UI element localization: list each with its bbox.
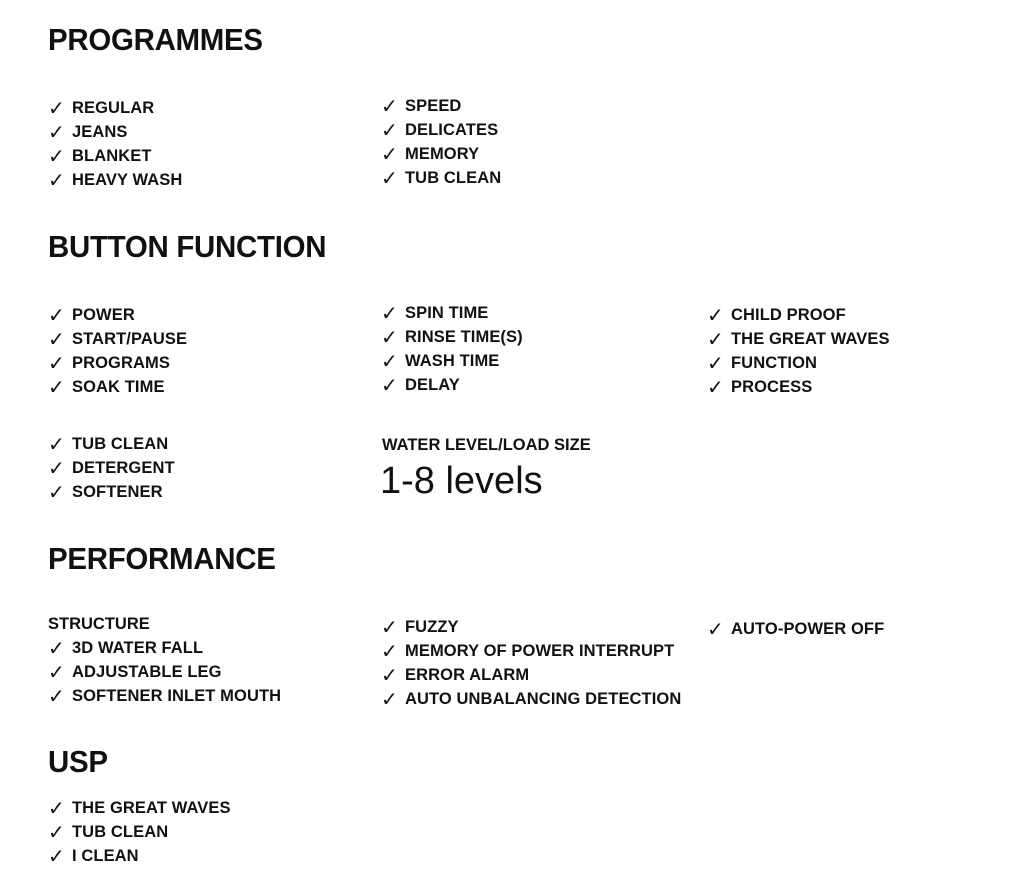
- checkmark-icon: ✓: [707, 327, 724, 351]
- checklist-item-label: SPEED: [405, 97, 462, 115]
- checklist-item-label: ADJUSTABLE LEG: [72, 663, 222, 681]
- checkmark-icon: ✓: [48, 844, 65, 868]
- section-title-programmes: PROGRAMMES: [48, 22, 263, 57]
- checklist-item: [707, 617, 884, 641]
- checklist-item-label: DETERGENT: [72, 459, 175, 477]
- checklist-item: [707, 303, 890, 327]
- checklist-item: [381, 349, 523, 373]
- checklist-item-label: SOFTENER INLET MOUTH: [72, 687, 282, 705]
- checklist-item: [381, 94, 501, 118]
- checkmark-icon: ✓: [381, 142, 398, 166]
- programmes-list-col2: [381, 94, 501, 190]
- water-level-label: WATER LEVEL/LOAD SIZE: [382, 436, 591, 454]
- checkmark-icon: ✓: [48, 120, 65, 144]
- button-function-list-col3: [707, 303, 890, 399]
- performance-list-col1: [48, 636, 281, 708]
- checklist-item: [48, 144, 182, 168]
- checklist-item: [381, 301, 523, 325]
- checklist-item: [48, 660, 281, 684]
- checklist-item: [381, 142, 501, 166]
- checklist-item: [707, 351, 890, 375]
- checkmark-icon: ✓: [48, 144, 65, 168]
- checklist-item-label: TUB CLEAN: [72, 823, 169, 841]
- checklist-item: [381, 663, 681, 687]
- checkmark-icon: ✓: [48, 351, 65, 375]
- checklist-item-label: PROCESS: [731, 378, 813, 396]
- checkmark-icon: ✓: [381, 301, 398, 325]
- checklist-item: [707, 375, 890, 399]
- checkmark-icon: ✓: [48, 480, 65, 504]
- checkmark-icon: ✓: [381, 615, 398, 639]
- checkmark-icon: ✓: [48, 96, 65, 120]
- button-function-list-col2: [381, 301, 523, 397]
- section-title-button-function: BUTTON FUNCTION: [48, 229, 327, 264]
- checklist-item-label: POWER: [72, 306, 135, 324]
- checklist-item: [381, 166, 501, 190]
- checklist-item-label: MEMORY: [405, 145, 480, 163]
- checkmark-icon: ✓: [707, 617, 724, 641]
- checklist-item-label: ERROR ALARM: [405, 666, 530, 684]
- checklist-item-label: CHILD PROOF: [731, 306, 846, 324]
- checklist-item: [48, 456, 175, 480]
- checkmark-icon: ✓: [48, 303, 65, 327]
- checklist-item: [381, 639, 681, 663]
- checklist-item-label: SPIN TIME: [405, 304, 489, 322]
- checklist-item-label: TUB CLEAN: [72, 435, 169, 453]
- checklist-item: [48, 480, 175, 504]
- checkmark-icon: ✓: [48, 820, 65, 844]
- checklist-item: [48, 327, 187, 351]
- checklist-item-label: PROGRAMS: [72, 354, 170, 372]
- checklist-item-label: START/PAUSE: [72, 330, 188, 348]
- checklist-item-label: AUTO UNBALANCING DETECTION: [405, 690, 682, 708]
- checklist-item: [48, 432, 175, 456]
- checklist-item-label: FUNCTION: [731, 354, 818, 372]
- checklist-item-label: THE GREAT WAVES: [72, 799, 231, 817]
- checklist-item: [48, 303, 187, 327]
- checkmark-icon: ✓: [381, 325, 398, 349]
- checklist-item-label: 3D WATER FALL: [72, 639, 204, 657]
- checkmark-icon: ✓: [381, 639, 398, 663]
- checkmark-icon: ✓: [48, 796, 65, 820]
- checklist-item: [48, 351, 187, 375]
- checkmark-icon: ✓: [381, 94, 398, 118]
- checklist-item: [48, 375, 187, 399]
- checklist-item: [381, 687, 681, 711]
- checklist-item: [381, 325, 523, 349]
- checkmark-icon: ✓: [381, 373, 398, 397]
- checklist-item: [381, 118, 501, 142]
- checklist-item: [48, 96, 182, 120]
- checkmark-icon: ✓: [48, 432, 65, 456]
- checkmark-icon: ✓: [381, 663, 398, 687]
- checkmark-icon: ✓: [48, 168, 65, 192]
- performance-list-col3: [707, 617, 884, 641]
- checklist-item: [48, 168, 182, 192]
- checklist-item: [48, 820, 231, 844]
- checkmark-icon: ✓: [707, 303, 724, 327]
- button-function-list-col1: [48, 303, 187, 399]
- checkmark-icon: ✓: [381, 166, 398, 190]
- checklist-item-label: DELAY: [405, 376, 460, 394]
- checklist-item-label: AUTO-POWER OFF: [731, 620, 885, 638]
- checkmark-icon: ✓: [707, 375, 724, 399]
- performance-list-col2: [381, 615, 681, 711]
- checklist-item-label: MEMORY OF POWER INTERRUPT: [405, 642, 675, 660]
- usp-list-col1: [48, 796, 231, 868]
- checklist-item-label: REGULAR: [72, 99, 155, 117]
- checkmark-icon: ✓: [381, 118, 398, 142]
- checklist-item-label: BLANKET: [72, 147, 152, 165]
- checklist-item-label: I CLEAN: [72, 847, 139, 865]
- checklist-item-label: HEAVY WASH: [72, 171, 183, 189]
- checkmark-icon: ✓: [48, 660, 65, 684]
- checkmark-icon: ✓: [48, 327, 65, 351]
- checklist-item: [381, 615, 681, 639]
- checklist-item-label: WASH TIME: [405, 352, 500, 370]
- programmes-list-col1: [48, 96, 182, 192]
- checklist-item: [48, 120, 182, 144]
- checklist-item: [48, 844, 231, 868]
- checklist-item-label: JEANS: [72, 123, 128, 141]
- checkmark-icon: ✓: [707, 351, 724, 375]
- checkmark-icon: ✓: [381, 349, 398, 373]
- checklist-item-label: SOFTENER: [72, 483, 163, 501]
- button-function-list-col1b: [48, 432, 175, 504]
- checkmark-icon: ✓: [48, 375, 65, 399]
- checklist-item-label: RINSE TIME(S): [405, 328, 523, 346]
- checklist-item: [48, 636, 281, 660]
- checklist-item-label: FUZZY: [405, 618, 459, 636]
- checkmark-icon: ✓: [48, 636, 65, 660]
- checklist-item-label: TUB CLEAN: [405, 169, 502, 187]
- checkmark-icon: ✓: [48, 684, 65, 708]
- checklist-item: [48, 684, 281, 708]
- checkmark-icon: ✓: [48, 456, 65, 480]
- checklist-item-label: THE GREAT WAVES: [731, 330, 890, 348]
- checklist-item-label: SOAK TIME: [72, 378, 165, 396]
- checklist-item: [707, 327, 890, 351]
- checklist-item-label: DELICATES: [405, 121, 499, 139]
- section-title-performance: PERFORMANCE: [48, 541, 276, 576]
- checklist-item: [48, 796, 231, 820]
- water-level-value: 1-8 levels: [380, 460, 543, 502]
- section-title-usp: USP: [48, 744, 108, 779]
- checkmark-icon: ✓: [381, 687, 398, 711]
- structure-label: STRUCTURE: [48, 615, 150, 633]
- checklist-item: [381, 373, 523, 397]
